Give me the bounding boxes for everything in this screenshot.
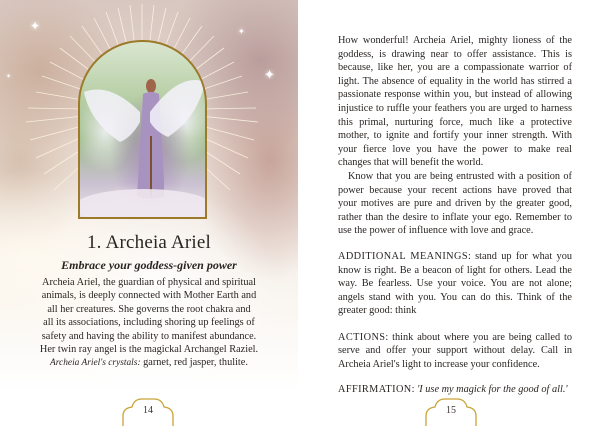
- description-line: all its associations, including shoring up feelings of: [43, 317, 255, 329]
- crystals-label: Archeia Ariel's crystals:: [50, 358, 141, 369]
- interpretation-paragraph: How wonderful! Archeia Ariel, mighty lioness of the goddess, is drawing near to offer assistance. This is because, like her, you are a compassionate warrior of light. The absence of equality in the world has stirred a passionate response within you, but instead of allowing injustice to ruffle your feathers you are urged to harness this primal, nurturing force, much like a protective mother, to ignite and fortify your inner strength. With your fierce love you have the power to make real changes that will benefit the world.: [338, 35, 572, 169]
- affirmation-text: 'I use my magick for the good of all.': [417, 383, 568, 395]
- affirmation: [338, 383, 572, 397]
- additional-meanings-label: ADDITIONAL MEANINGS: [338, 250, 468, 262]
- description-line: safety and having the ability to manifest abundance.: [41, 330, 257, 342]
- sparkle-icon: ✦: [6, 74, 12, 80]
- card-interpretation: [338, 34, 572, 396]
- description-line: animals, is deeply connected with Mother Earth and: [41, 290, 257, 302]
- sparkle-icon: ✦: [238, 27, 245, 36]
- left-page: [0, 0, 298, 426]
- page-number-right: [423, 396, 479, 426]
- interpretation-paragraph: Know that you are being entrusted with a position of power because your recent actions have proved that your motives are pure and driven by the greater good, rather than the desire to inflate your ego. Remember to use the power of influence with love and grace.: [338, 170, 572, 237]
- sparkle-icon: ✦: [264, 67, 275, 82]
- additional-meanings-text: : stand up for what you know is right. Be a beacon of light for others. Lead the way. Be fearless. Use your voice. You are not alone; angels stand with you. You can do this. Think of the greater good: think: [338, 250, 572, 317]
- sparkle-icon: ✦: [30, 19, 41, 33]
- crystals-line: [30, 356, 268, 370]
- wings-icon: [80, 42, 207, 219]
- actions: [338, 331, 572, 372]
- card-illustration-frame: [78, 40, 207, 219]
- page-number-text: 14: [143, 405, 153, 416]
- crystals-value: garnet, red jasper, thulite.: [140, 357, 248, 369]
- description-line: Archeia Ariel, the guardian of physical and spiritual: [42, 277, 256, 288]
- actions-label: ACTIONS: [338, 331, 386, 343]
- page-number-text: 15: [446, 405, 456, 416]
- page-number-left: [120, 396, 176, 426]
- description-line: all her creatures. She governs the root chakra and: [47, 303, 251, 315]
- actions-text: : think about where you are being called to serve and offer your support without delay. Call in Archeia Ariel's light to increase your confidence.: [338, 331, 572, 371]
- card-title: 1. Archeia Ariel: [86, 232, 212, 253]
- card-subtitle: Embrace your goddess-given power: [61, 258, 237, 272]
- additional-meanings: [338, 250, 572, 318]
- description-line: Her twin ray angel is the magickal Archangel Raziel.: [39, 344, 259, 356]
- affirmation-label: AFFIRMATION: [338, 383, 412, 395]
- affirmation-sep: :: [411, 383, 418, 395]
- right-page: [298, 0, 600, 426]
- card-description: [30, 276, 268, 371]
